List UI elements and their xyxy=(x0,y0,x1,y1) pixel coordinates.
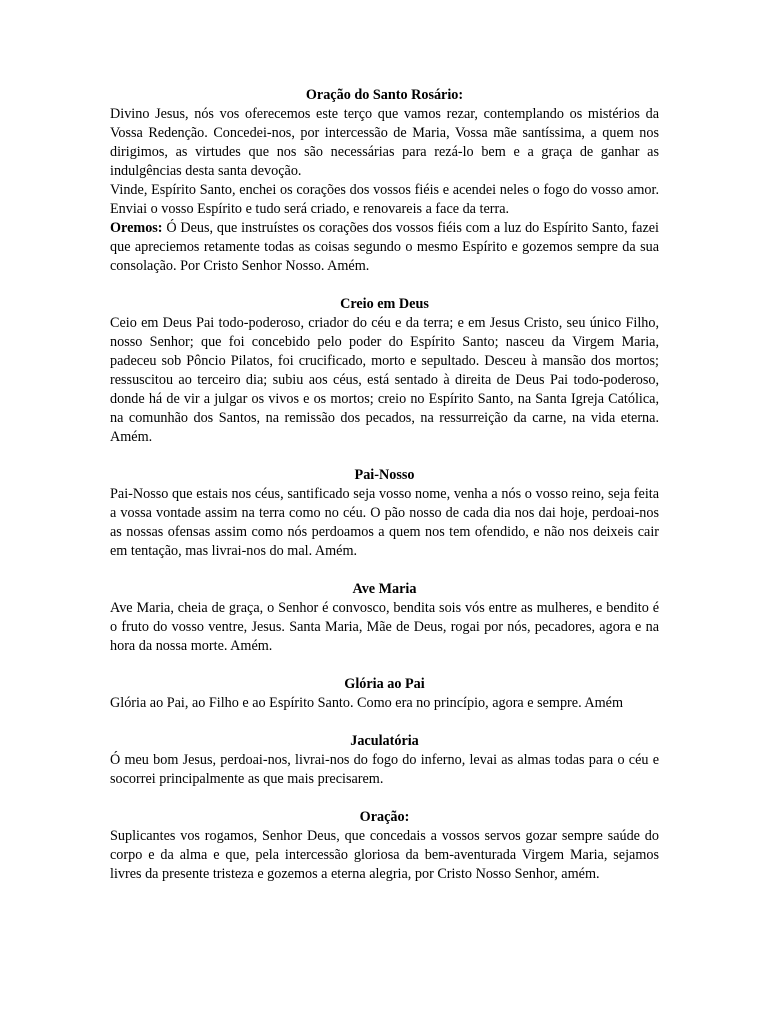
paragraph-pai-nosso: Pai-Nosso que estais nos céus, santificado seja vosso nome, venha a nós o vosso reino, seja feita a vossa vontade assim na terra como no céu. O pão nosso de cada dia nos dai hoje, perdoai-nos as nossas ofensas assim como nós perdoamos a quem nos tem ofendido, e não nos deixeis cair em tentação, mas livrai-nos do mal. Amém. xyxy=(110,486,659,559)
section-title-ave-maria: Ave Maria xyxy=(352,581,417,597)
paragraph-jaculatoria: Ó meu bom Jesus, perdoai-nos, livrai-nos do fogo do inferno, levai as almas todas para o céu e socorrei principalmente as que mais precisarem. xyxy=(110,752,659,787)
section-title-oracao-rosario: Oração do Santo Rosário: xyxy=(305,87,464,103)
section-title-oracao: Oração: xyxy=(359,809,410,825)
paragraph-creio: Ceio em Deus Pai todo-poderoso, criador do céu e da terra; e em Jesus Cristo, seu único Filho, nosso Senhor; que foi concebido pelo poder do Espírito Santo; nasceu da Virgem Maria, padeceu sob Pôncio Pilatos, foi crucificado, morto e sepultado. Desceu à mansão dos mortos; ressuscitou ao terceiro dia; subiu aos céus, está sentado à direita de Deus Pai todo-poderoso, donde há de vir a julgar os vivos e os mortos; creio no Espírito Santo, na Santa Igreja Católica, na comunhão dos Santos, na remissão dos pecados, na ressurreição da carne, na vida eterna. Amém. xyxy=(110,315,659,445)
oremos-text: Ó Deus, que instruístes os corações dos vossos fiéis com a luz do Espírito Santo, fazei que apreciemos retamente todas as coisas segundo o mesmo Espírito e gozemos sempre da sua consolação. Por Cristo Senhor Nosso. Amém. xyxy=(110,220,659,274)
section-title-gloria: Glória ao Pai xyxy=(344,676,425,692)
section-title-pai-nosso: Pai-Nosso xyxy=(354,467,415,483)
paragraph-vinde-espirito-santo: Vinde, Espírito Santo, enchei os corações dos vossos fiéis e acendei neles o fogo do vosso amor. Enviai o vosso Espírito e tudo será criado, e renovareis a face da terra. xyxy=(110,182,659,217)
oremos-label: Oremos: xyxy=(110,220,163,236)
paragraph-oracao: Suplicantes vos rogamos, Senhor Deus, que concedais a vossos servos gozar sempre saúde do corpo e da alma e que, pela intercessão gloriosa da bem-aventurada Virgem Maria, sejamos livres da presente tristeza e gozemos a eterna alegria, por Cristo Nosso Senhor, amém. xyxy=(110,828,659,882)
paragraph-ave-maria: Ave Maria, cheia de graça, o Senhor é convosco, bendita sois vós entre as mulheres, e bendito é o fruto do vosso ventre, Jesus. Santa Maria, Mãe de Deus, rogai por nós, pecadores, agora e na hora da nossa morte. Amém. xyxy=(110,600,659,654)
paragraph-gloria: Glória ao Pai, ao Filho e ao Espírito Santo. Como era no princípio, agora e sempre. Amém xyxy=(110,695,624,711)
paragraph-divino-jesus: Divino Jesus, nós vos oferecemos este terço que vamos rezar, contemplando os mistérios da Vossa Redenção. Concedei-nos, por intercessão de Maria, Vossa mãe santíssima, a quem nos dirigimos, as virtudes que nos são necessárias para rezá-lo bem e a graça de ganhar as indulgências desta santa devoção. xyxy=(110,106,659,179)
paragraph-oremos xyxy=(110,219,659,276)
section-title-jaculatoria: Jaculatória xyxy=(350,733,419,749)
section-title-creio: Creio em Deus xyxy=(340,296,429,312)
